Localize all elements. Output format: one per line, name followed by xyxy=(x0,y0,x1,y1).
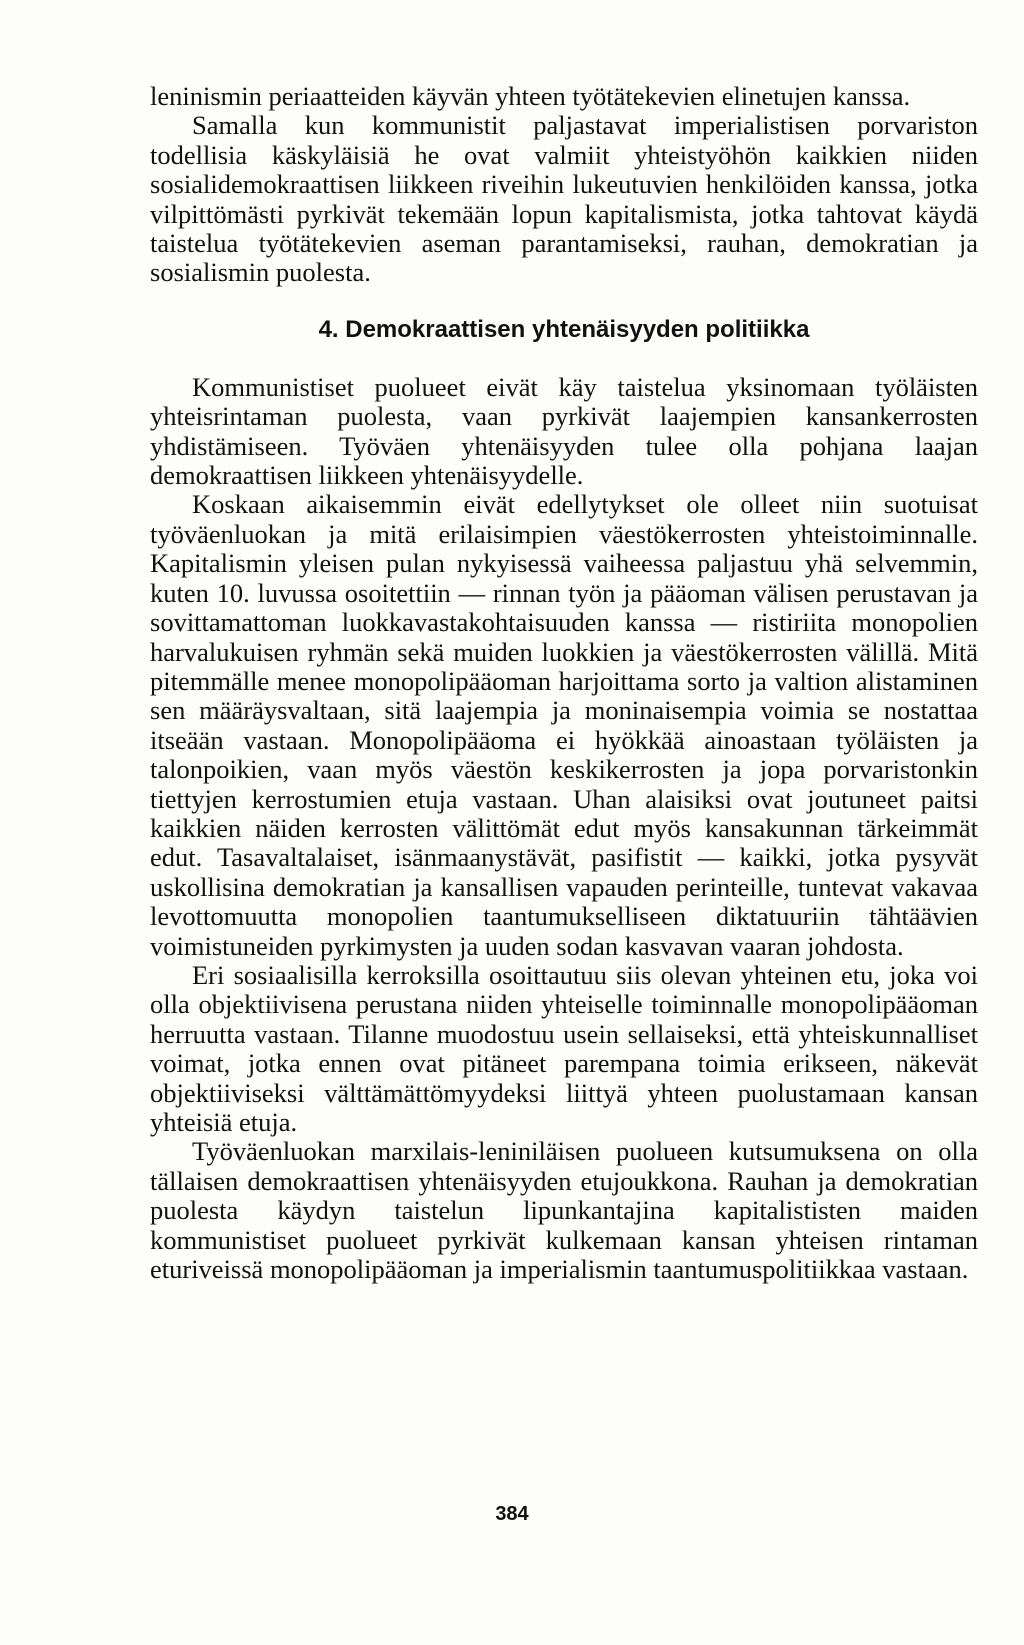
paragraph-workers-unity: Kommunistiset puolueet eivät käy taistelua yksinomaan työläisten yhteisrintaman puolesta, vaan pyrkivät laajempien kansankerrosten yhdistämiseen. Työväen yhtenäisyyden tulee olla pohjana laajan demokraattisen liikkeen yhtenäisyydelle. xyxy=(150,371,978,491)
paragraph-opening-continuation: leninismin periaatteiden käyvän yhteen työtätekevien elinetujen kanssa. xyxy=(150,81,911,111)
paragraph-vanguard: Työväenluokan marxilais-leniniläisen puolueen kutsumuksena on olla tällaisen demokraattisen yhtenäisyyden etujoukkona. Rauhan ja demokratian puolesta käydyn taistelun lipunkantajina kapitalististen maiden kommunistiset puolueet pyrkivät kulkemaan kansan yhteisen rintaman eturiveissä monopolipääoman ja imperialismin taantumuspolitiikkaa vastaan. xyxy=(150,1136,978,1285)
paragraph-communists-cooperation: Samalla kun kommunistit paljastavat imperialistisen porvariston todellisia käskyläisiä he ovat valmiit yhteistyöhön kaikkien niiden sosialidemokraattisen liikkeen riveihin lukeutuvien henkilöiden kanssa, jotka vilpittömästi pyrkivät tekemään lopun kapitalismista, jotka tahtovat käydä taistelua työtätekevien aseman parantamiseksi, rauhan, demokratian ja sosialismin puolesta. xyxy=(150,110,978,288)
body-text xyxy=(150,82,978,1284)
paragraph-common-interest: Eri sosiaalisilla kerroksilla osoittautuu siis olevan yhteinen etu, joka voi olla objektiivisena perustana niiden yhteiselle toiminnalle monopolipääoman herruutta vastaan. Tilanne muodostuu usein sellaiseksi, että yhteiskunnalliset voimat, jotka ennen ovat pitäneet parempana toimia erikseen, näkevät objektiiviseksi välttämättömyydeksi liittyä yhteen puolustamaan kansan yhteisiä etuja. xyxy=(150,959,978,1137)
section-heading: 4. Demokraattisen yhtenäisyyden politiikka xyxy=(318,315,810,343)
paragraph-favourable-conditions: Koskaan aikaisemmin eivät edellytykset ole olleet niin suotuisat työväenluokan ja mitä erilaisimpien väestökerrosten yhteistoiminnalle. Kapitalismin yleisen pulan nykyisessä vaiheessa paljastuu yhä selvemmin, kuten 10. luvussa osoitettiin — rinnan työn ja pääoman välisen perustavan ja sovittamattoman luokkavastakohtaisuuden kanssa — ristiriita monopolien harvalukuisen ryhmän sekä muiden luokkien ja väestökerrosten välillä. Mitä pitemmälle menee monopolipääoman harjoittama sorto ja valtion alistaminen sen määräysvaltaan, sitä laajempia ja moninaisempia voimia se nostattaa itseään vastaan. Monopolipääoma ei hyökkää ainoastaan työläisten ja talonpoikien, vaan myös väestön keskikerrosten ja jopa porvaristonkin tiettyjen kerrostumien etuja vastaan. Uhan alaisiksi ovat joutuneet paitsi kaikkien näiden kerrosten välittömät edut myös kansakunnan tärkeimmät edut. Tasavaltalaiset, isänmaanystävät, pasifistit — kaikki, jotka pysyvät uskollisina demokratian ja kansallisen vapauden perinteille, tuntevat vakavaa levottomuutta monopolien taantumukselliseen diktatuuriin tähtäävien voimistuneiden pyrkimysten ja uuden sodan kasvavan vaaran johdosta. xyxy=(150,489,978,961)
page-number: 384 xyxy=(495,1503,529,1525)
